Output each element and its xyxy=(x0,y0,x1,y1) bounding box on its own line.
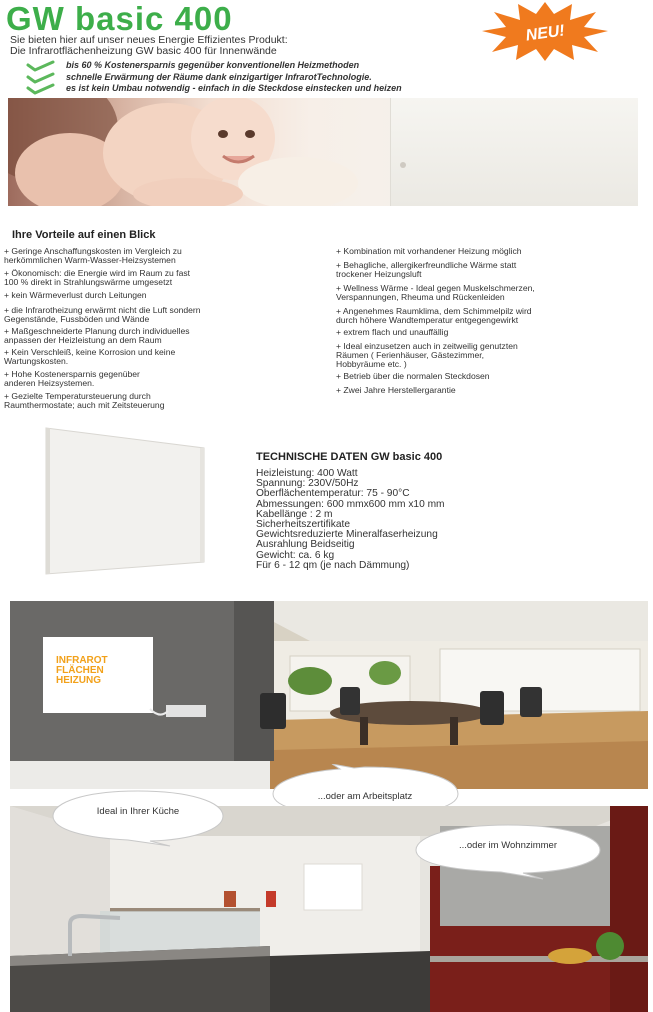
office-photo xyxy=(10,601,648,789)
office-bubble-text: ...oder am Arbeitsplatz xyxy=(317,791,413,802)
highlight-text: schnelle Erwärmung der Räume dank einzigartiger InfrarotTechnologie. xyxy=(66,72,372,82)
heater-panel-image xyxy=(42,426,208,576)
spec-line: Sicherheitszertifikate xyxy=(256,519,350,531)
advantage-item: + die Infrarotheizung erwärmt nicht die Luft sondern Gegenstände, Fussböden und Wände xyxy=(4,305,201,325)
spec-line: Spannung: 230V/50Hz xyxy=(256,478,359,490)
advantage-item: + extrem flach und unauffällig xyxy=(336,327,449,337)
advantage-item: + Betrieb über die normalen Steckdosen xyxy=(336,371,490,381)
highlight-text: bis 60 % Kostenersparnis gegenüber konventionellen Heizmethoden xyxy=(66,60,360,70)
spec-line: Gewicht: ca. 6 kg xyxy=(256,549,335,561)
advantage-item: + Geringe Anschaffungskosten im Vergleich zu herkömmlichen Warm-Wasser-Heizsystemen xyxy=(4,246,182,266)
page-title: GW basic 400 xyxy=(6,0,233,37)
intro-text xyxy=(10,35,288,57)
livingroom-speech-bubble xyxy=(413,822,603,880)
spec-line: Heizleistung: 400 Watt xyxy=(256,468,358,479)
spec-line: Für 6 - 12 qm (je nach Dämmung) xyxy=(256,559,410,571)
new-badge xyxy=(480,0,610,62)
intro-line-1: Sie bieten hier auf unser neues Energie Effizientes Produkt: xyxy=(10,34,288,46)
advantage-item: + Kein Verschleiß, keine Korrosion und keine Wartungskosten. xyxy=(4,347,176,367)
kitchen-speech-bubble xyxy=(50,788,226,848)
spec-line: Kabellänge : 2 m xyxy=(256,508,333,520)
office-illustration xyxy=(10,601,648,789)
advantage-item: + Hohe Kostenersparnis gegenüber anderen Heizsystemen. xyxy=(4,369,140,389)
advantage-item: + Ideal einzusetzen auch in zeitweilig genutzten Räumen ( Ferienhäuser, Gästezimmer, Hobbyräume etc. ) xyxy=(336,341,518,370)
hero-photo xyxy=(8,98,638,206)
office-panel-text: INFRAROT FLÄCHEN HEIZUNG xyxy=(56,655,108,686)
advantage-item: + Maßgeschneiderte Planung durch individuelles anpassen der Heizleistung an dem Raum xyxy=(4,326,190,346)
spec-line: Abmessungen: 600 mmx600 mm x10 mm xyxy=(256,498,445,510)
intro-line-2: Die Infrarotflächenheizung GW basic 400 für Innenwände xyxy=(10,45,277,57)
advantage-item: + Zwei Jahre Herstellergarantie xyxy=(336,385,456,395)
hero-panel-mount xyxy=(400,162,406,168)
highlight-item xyxy=(26,83,626,97)
tech-specs xyxy=(256,469,445,571)
advantage-item: + Behagliche, allergikerfreundliche Wärme statt trockener Heizungsluft xyxy=(336,260,517,280)
advantage-item: + Gezielte Temperatursteuerung durch Raumthermostate; auch mit Zeitsteuerung xyxy=(4,391,165,411)
livingroom-bubble-text: ...oder im Wohnzimmer xyxy=(458,840,557,851)
checkmark-icon xyxy=(26,60,56,72)
tech-heading: TECHNISCHE DATEN GW basic 400 xyxy=(256,451,443,463)
new-badge-label: NEU! xyxy=(524,22,566,45)
checkmark-icon xyxy=(26,83,56,95)
kitchen-bubble-text: Ideal in Ihrer Küche xyxy=(96,806,180,817)
advantage-item: + Ökonomisch: die Energie wird im Raum zu fast 100 % direkt in Strahlungswärme umgesetzt xyxy=(4,268,191,288)
spec-line: Oberflächentemperatur: 75 - 90°C xyxy=(256,488,410,500)
advantage-item: + Wellness Wärme - Ideal gegen Muskelschmerzen, Verspannungen, Rheuma und Rückenleiden xyxy=(336,283,535,303)
advantages-heading: Ihre Vorteile auf einen Blick xyxy=(12,229,156,241)
advantage-item: + kein Wärmeverlust durch Leitungen xyxy=(4,290,147,300)
advantage-item: + Kombination mit vorhandener Heizung möglich xyxy=(336,246,522,256)
hero-heater-panel xyxy=(390,98,638,206)
highlight-text: es ist kein Umbau notwendig - einfach in die Steckdose einstecken und heizen xyxy=(66,83,402,93)
spec-line: Ausrahlung Beidseitig xyxy=(256,539,355,551)
advantage-item: + Angenehmes Raumklima, dem Schimmelpilz wird durch höhere Wandtemperatur entgegengewirkt xyxy=(336,306,532,326)
spec-line: Gewichtsreduzierte Mineralfaserheizung xyxy=(256,529,438,541)
